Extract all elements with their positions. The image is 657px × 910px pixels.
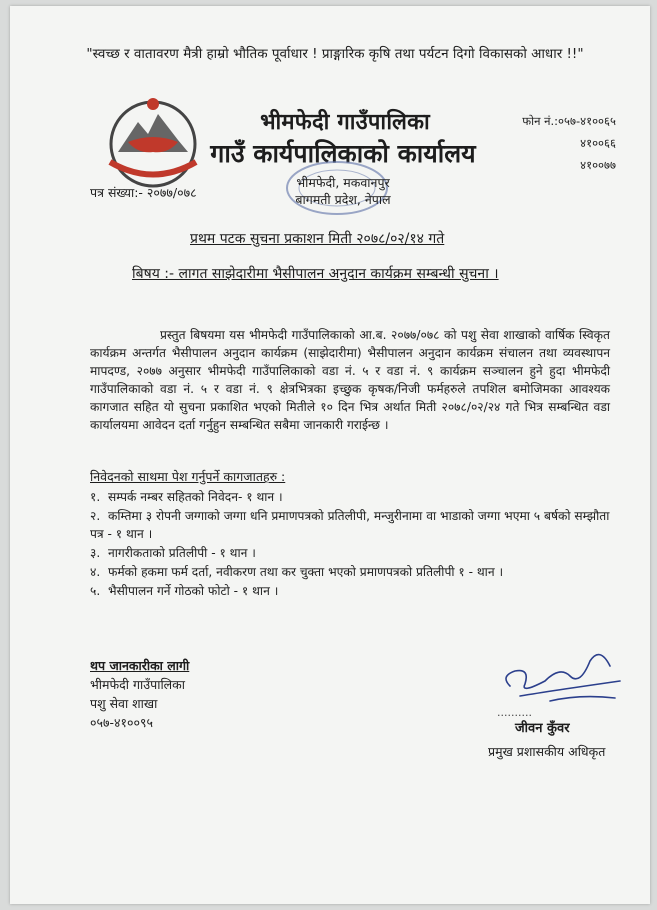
phone-line-1: फोन नं.:०५७-४१००६५ (522, 114, 616, 128)
list-item (90, 488, 610, 506)
documents-list (90, 488, 610, 601)
list-item (90, 582, 610, 600)
item-text: सम्पर्क नम्बर सहितको निवेदन- १ थान । (108, 490, 283, 504)
contact-office: भीमफेदी गाउँपालिका (90, 677, 185, 692)
item-text: कम्तिमा ३ रोपनी जग्गाको जग्गा धनि प्रमाणपत्रको प्रतिलीपी, मन्जुरीनामा वा भाडाको जग्गा भएमा ५ बर्षको सम्झौता पत्र - १ थान । (90, 509, 610, 541)
documents-heading: निवेदनको साथमा पेश गर्नुपर्ने कागजातहरु : (90, 469, 286, 484)
item-text: फर्मको हकमा फर्म दर्ता, नवीकरण तथा कर चुक्ता भएको प्रमाणपत्रको प्रतिलीपी १ - थान । (108, 565, 504, 579)
contact-heading: थप जानकारीका लागी (90, 658, 190, 673)
item-number: ३. (90, 546, 101, 560)
item-number: ५. (90, 584, 101, 598)
item-number: २. (90, 509, 101, 523)
item-number: १. (90, 490, 101, 504)
item-text: नागरीकताको प्रतिलीपी - १ थान । (108, 546, 256, 560)
reference-number: पत्र संख्या:- २०७७/०७८ (90, 185, 197, 200)
signer-title: प्रमुख प्रशासकीय अधिकृत (488, 744, 606, 759)
signature-dots: .......... (497, 706, 532, 719)
nepal-emblem-icon (98, 92, 208, 192)
contact-phone: ०५७-४१००९५ (90, 715, 154, 730)
list-item (90, 544, 610, 562)
list-item (90, 507, 610, 543)
item-text: भैसीपालन गर्ने गोठको फोटो - १ थान । (108, 584, 279, 598)
office-name: भीमफेदी गाउँपालिका (260, 110, 430, 135)
office-address (268, 174, 418, 208)
notice-body: प्रस्तुत बिषयमा यस भीमफेदी गाउँपालिकाको आ.ब. २०७७/०७८ को पशु सेवा शाखाको वार्षिक स्विकृत कार्यक्रम अन्तर्गत भैसीपालन अनुदान कार्यक्रम (साझेदारीमा) भैसीपालन अनुदान कार्यक्रम संचालन तथा व्यवस्थापन मापदण्ड, २०७७ अनुसार भीमफेदी गाउँपालिकाको वडा नं. ५ र वडा नं. ९ कार्यक्रम सञ्चालन हुने हुदा भीमफेदी गाउँपालिकाको वडा नं. ५ र वडा नं. ९ क्षेत्रभित्रका इच्छुक कृषक/निजी फर्महरुले तपशिल बमोजिमका आवश्यक कागजात सहित यो सुचना प्रकाशित भएको मितीले १० दिन भित्र अर्थात मिती २०७८/०२/२४ गते भित्र सम्बन्धित वडा कार्यालयमा आवेदन दर्ता गर्नुहुन सम्बन्धित सबैमा जानकारी गराईन्छ । (90, 328, 610, 432)
signature-icon (490, 636, 630, 716)
motto-text: "स्वच्छ र वातावरण मैत्री हाम्रो भौतिक पूर्वाधार ! प्राङ्गारिक कृषि तथा पर्यटन दिगो विकासको आधार !!" (86, 46, 584, 62)
notice-subject: बिषय :- लागत साझेदारीमा भैसीपालन अनुदान कार्यक्रम सम्बन्धी सुचना । (132, 266, 499, 282)
signer-name: जीवन कुँवर (515, 721, 570, 736)
address-line-2: बागमती प्रदेश, नेपाल (295, 192, 391, 207)
list-item (90, 563, 610, 581)
address-line-1: भीमफेदी, मकवानपुर (296, 175, 390, 190)
contact-block (90, 656, 189, 732)
letter-page (10, 6, 650, 904)
office-subtitle: गाउँ कार्यपालिकाको कार्यालय (210, 139, 476, 168)
phone-numbers (516, 110, 616, 176)
phone-line-2: ४१००६६ (580, 136, 616, 150)
phone-line-3: ४१००७७ (580, 158, 616, 172)
notice-title: प्रथम पटक सुचना प्रकाशन मिती २०७८/०२/१४ गते (190, 231, 445, 247)
contact-section: पशु सेवा शाखा (90, 696, 158, 711)
item-number: ४. (90, 565, 101, 579)
